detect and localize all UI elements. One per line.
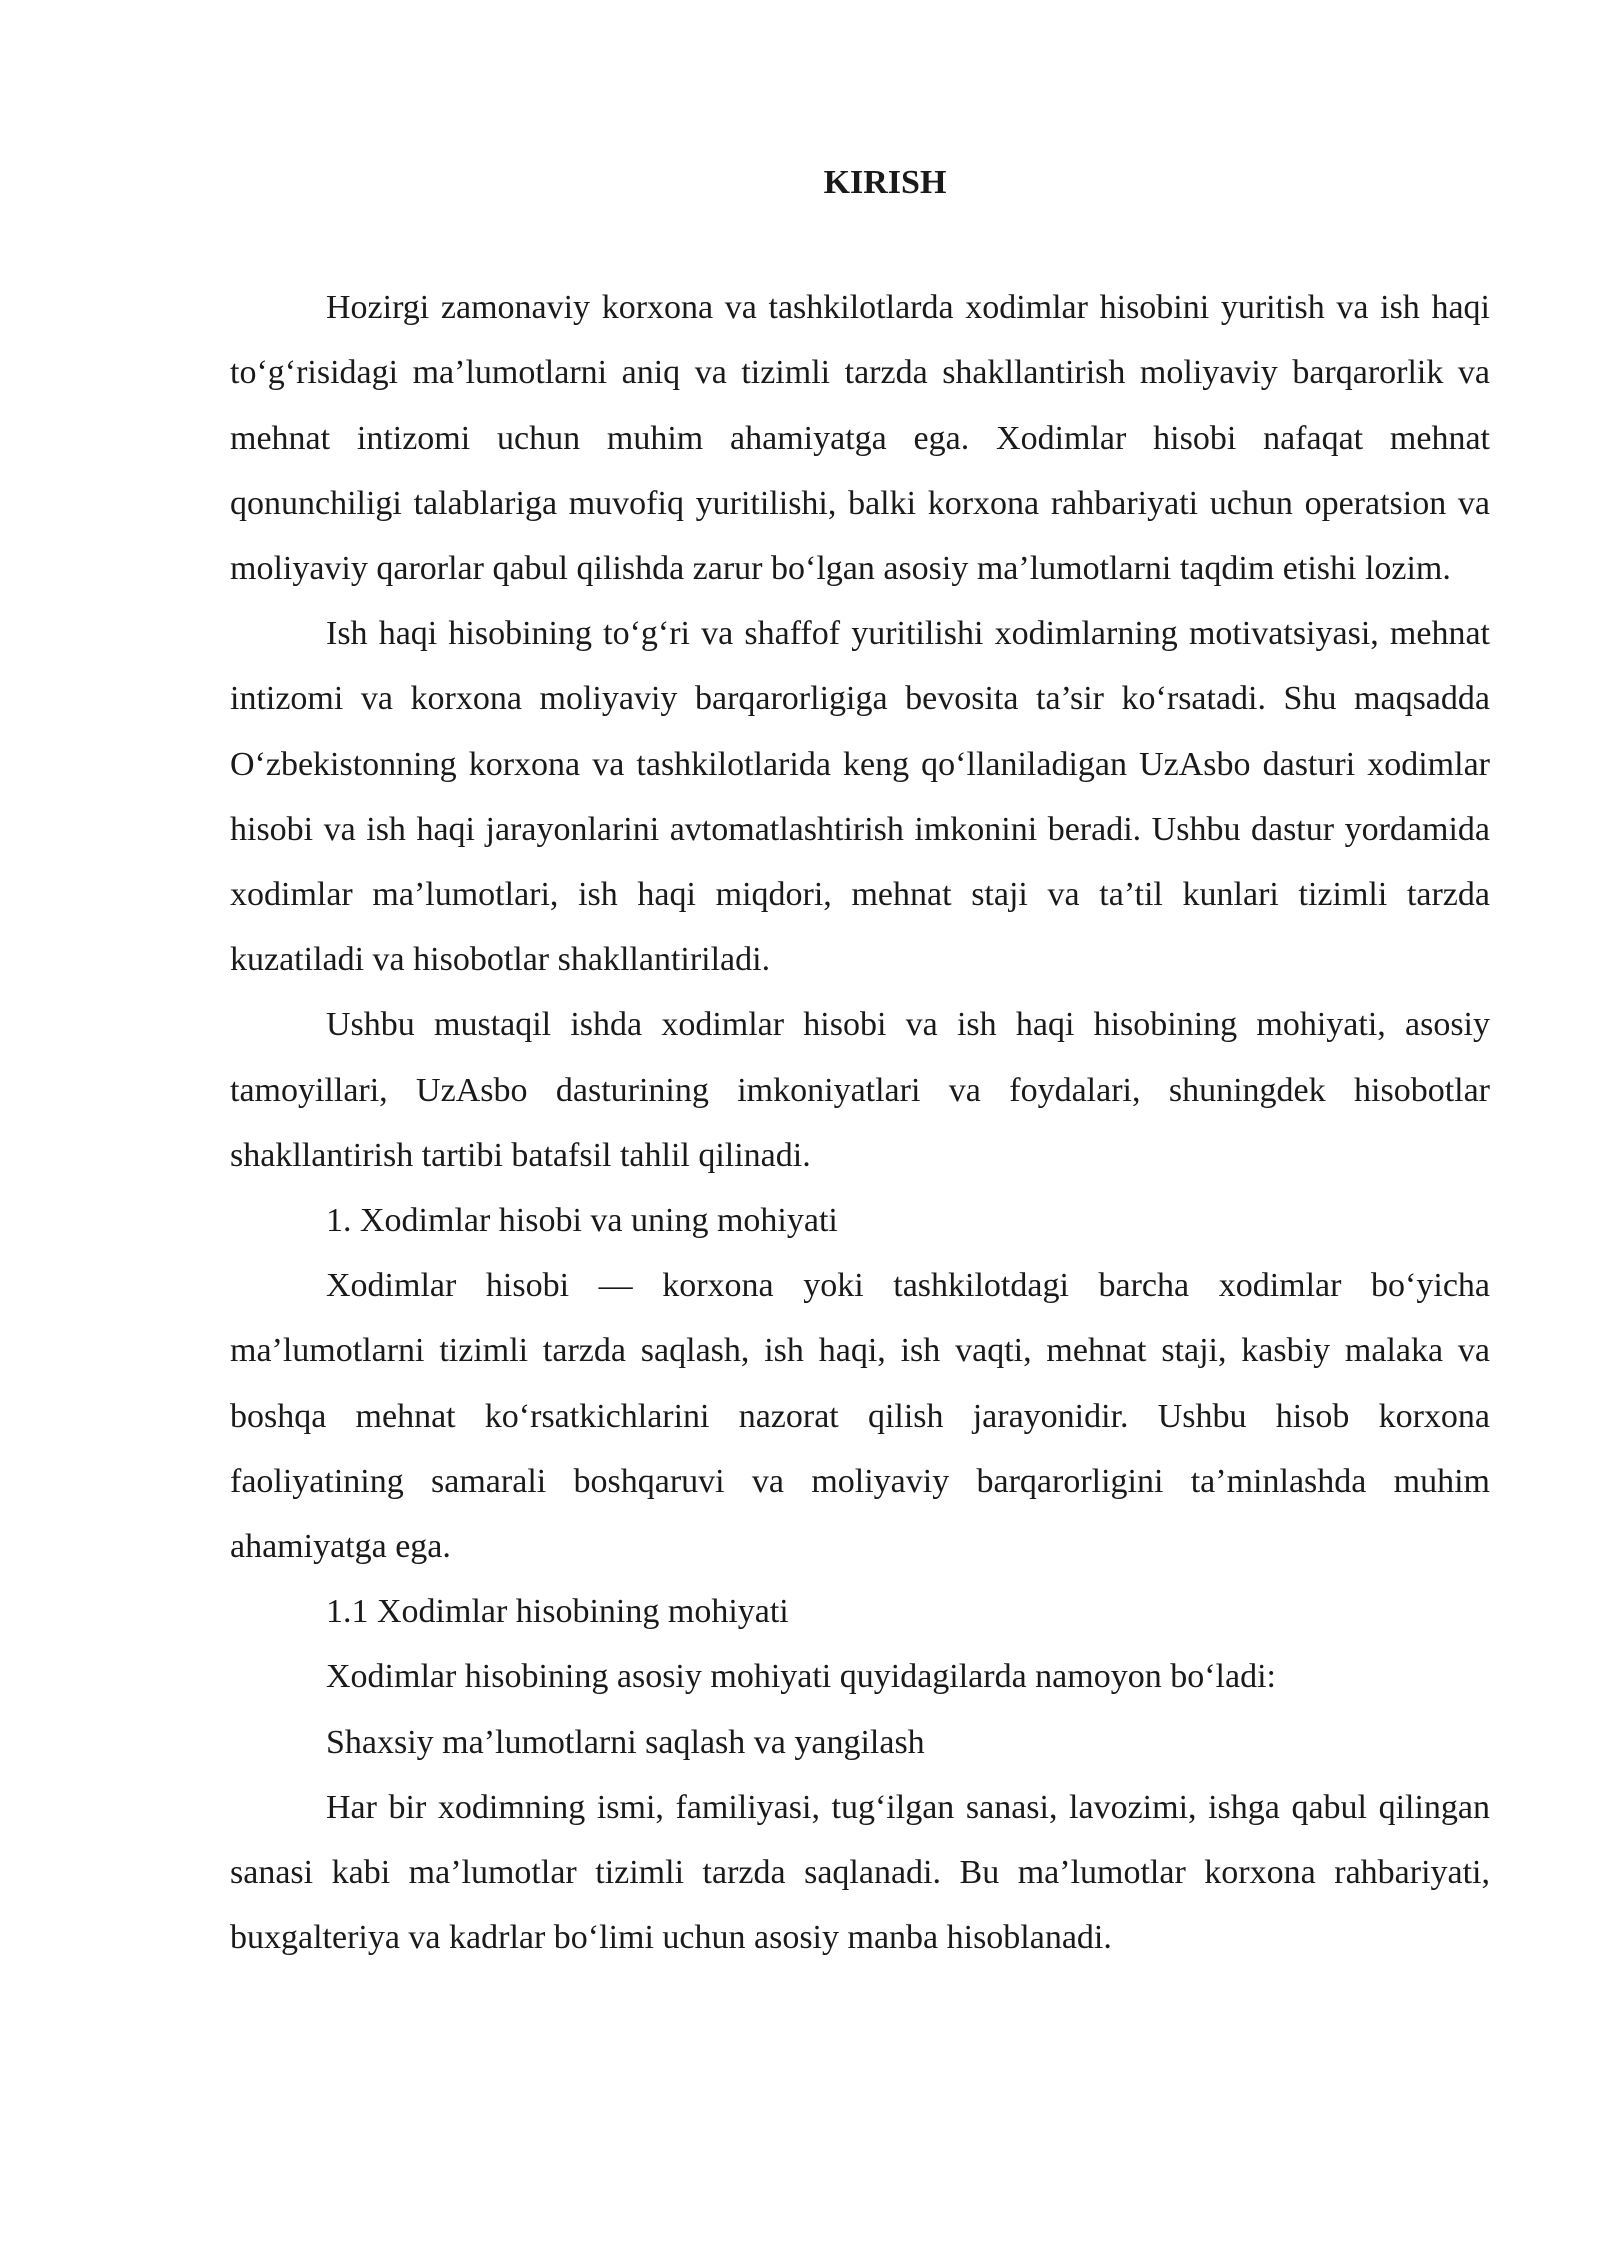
document-title: KIRISH — [823, 164, 947, 201]
paragraph-definition: Xodimlar hisobi — korxona yoki tashkilotdagi barcha xodimlar bo‘yicha ma’lumotlarni tizimli tarzda saqlash, ish haqi, ish vaqti, mehnat staji, kasbiy malaka va boshqa mehnat ko‘rsatkichlarini nazorat qilish jarayonidir. Ushbu hisob korxona faoliyatining samarali boshqaruvi va moliyaviy barqarorligini ta’minlashda muhim ahamiyatga ega. — [230, 1267, 1490, 1566]
subheading-personal-data: Shaxsiy ma’lumotlarni saqlash va yangilash — [326, 1723, 925, 1761]
paragraph-essence-intro: Xodimlar hisobining asosiy mohiyati quyidagilarda namoyon bo‘ladi: — [326, 1658, 1276, 1696]
paragraph-payroll: Ish haqi hisobining to‘g‘ri va shaffof yuritilishi xodimlarning motivatsiyasi, mehnat intizomi va korxona moliyaviy barqarorligiga bevosita ta’sir ko‘rsatadi. Shu maqsadda O‘zbekistonning korxona va tashkilotlarida keng qo‘llaniladigan UzAsbo dasturi xodimlar hisobi va ish haqi jarayonlarini avtomatlashtirish imkonini beradi. Ushbu dastur yordamida xodimlar ma’lumotlari, ish haqi miqdori, mehnat staji va ta’til kunlari tizimli tarzda kuzatiladi va hisobotlar shakllantiriladi. — [230, 615, 1490, 979]
document-body — [230, 150, 1490, 1970]
paragraph-scope: Ushbu mustaqil ishda xodimlar hisobi va ish haqi hisobining mohiyati, asosiy tamoyillari, UzAsbo dasturining imkoniyatlari va foydalari, shuningdek hisobotlar shakllantirish tartibi batafsil tahlil qilinadi. — [230, 1006, 1490, 1174]
section-heading-1-1: 1.1 Xodimlar hisobining mohiyati — [326, 1593, 789, 1631]
section-heading-1: 1. Xodimlar hisobi va uning mohiyati — [326, 1202, 838, 1240]
paragraph-intro: Hozirgi zamonaviy korxona va tashkilotlarda xodimlar hisobini yuritish va ish haqi to‘g‘risidagi ma’lumotlarni aniq va tizimli tarzda shakllantirish moliyaviy barqarorlik va mehnat intizomi uchun muhim ahamiyatga ega. Xodimlar hisobi nafaqat mehnat qonunchiligi talablariga muvofiq yuritilishi, balki korxona rahbariyati uchun operatsion va moliyaviy qarorlar qabul qilishda zarur bo‘lgan asosiy ma’lumotlarni taqdim etishi lozim. — [230, 289, 1490, 588]
paragraph-personal-data: Har bir xodimning ismi, familiyasi, tug‘ilgan sanasi, lavozimi, ishga qabul qilingan sanasi kabi ma’lumotlar tizimli tarzda saqlanadi. Bu ma’lumotlar korxona rahbariyati, buxgalteriya va kadrlar bo‘limi uchun asosiy manba hisoblanadi. — [230, 1788, 1490, 1957]
